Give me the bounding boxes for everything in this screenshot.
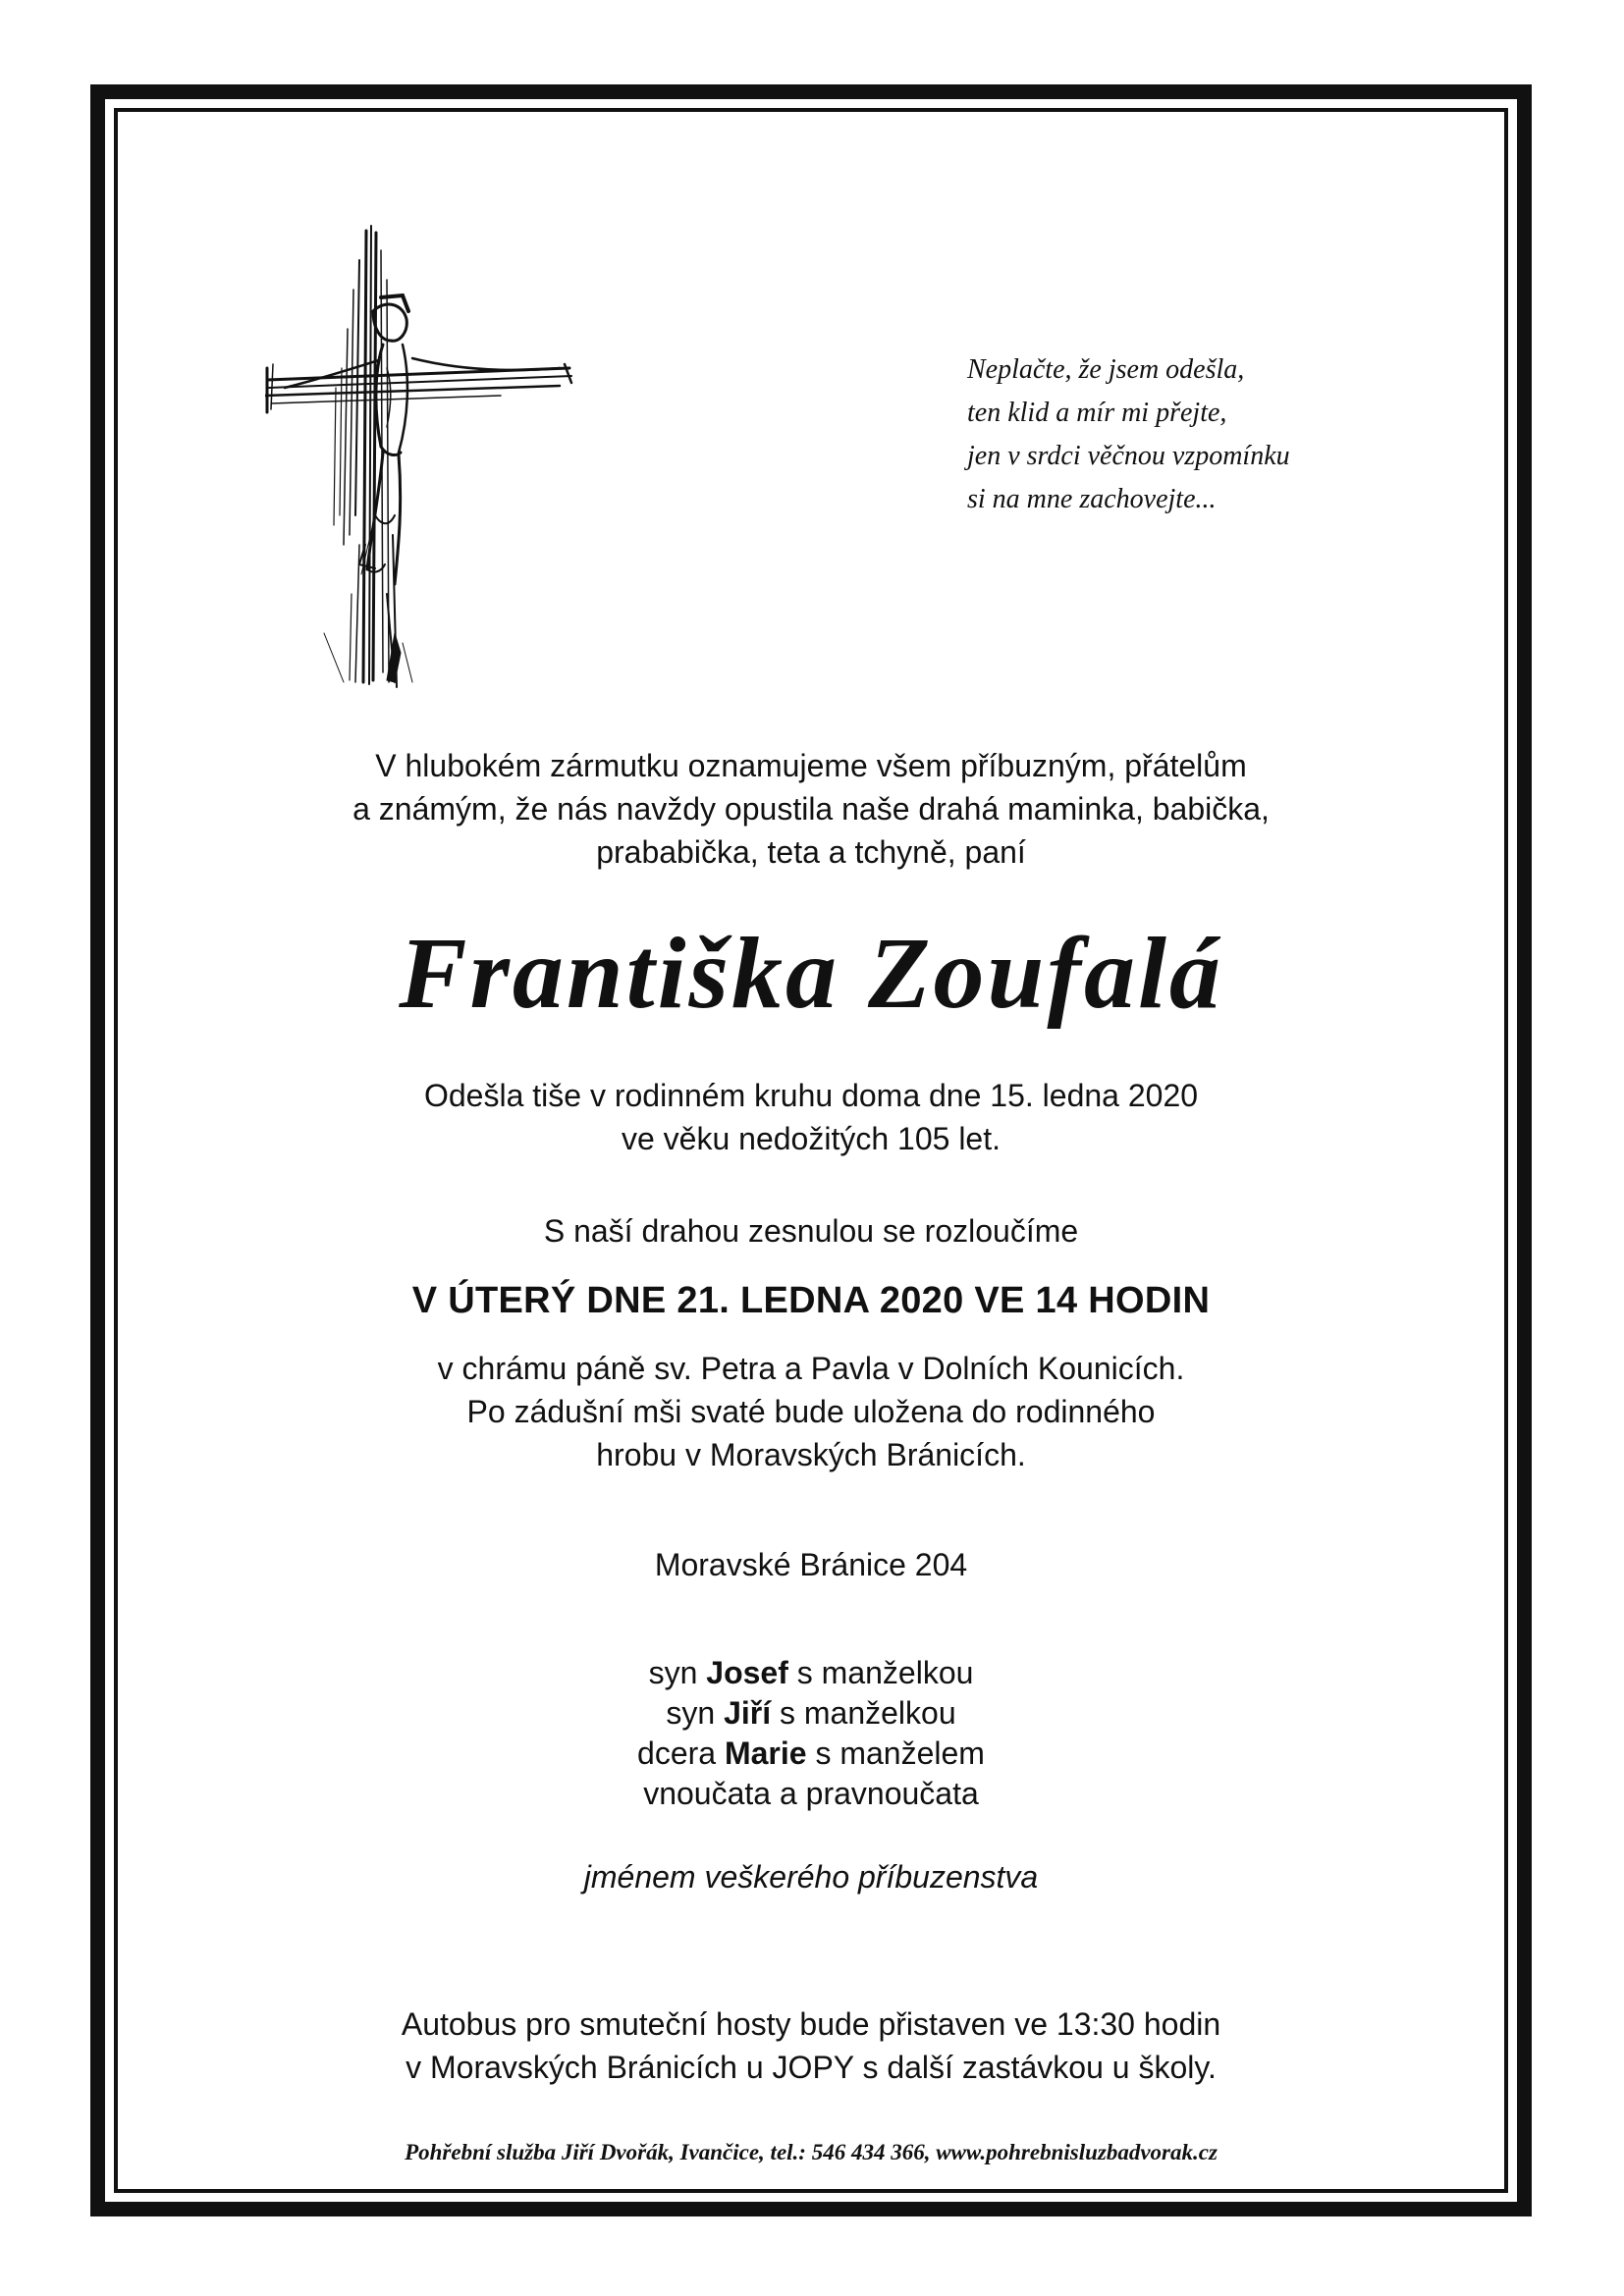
- address: Moravské Bránice 204: [654, 1547, 968, 1582]
- announcement-line: V hlubokém zármutku oznamujeme všem příbuzným, přátelům: [375, 748, 1247, 783]
- poem-line: Neplačte, že jsem odešla,: [967, 354, 1245, 385]
- ceremony-time: V ÚTERÝ DNE 21. LEDNA 2020 VE 14 HODIN: [411, 1280, 1211, 1321]
- poem-line: si na mne zachovejte...: [967, 484, 1217, 514]
- poem-line: jen v srdci věčnou vzpomínku: [967, 441, 1290, 471]
- ceremony-place-line: Po zádušní mši svaté bude uložena do rodinného: [466, 1394, 1156, 1429]
- ceremony-place-line: v chrámu páně sv. Petra a Pavla v Dolních Kounicích.: [437, 1351, 1185, 1386]
- mourner-line: syn Jiří s manželkou: [666, 1695, 956, 1731]
- mourner-line: dcera Marie s manželem: [637, 1735, 985, 1771]
- mourner-name: Josef: [706, 1655, 788, 1690]
- announcement-line: prababička, teta a tchyně, paní: [596, 834, 1026, 870]
- death-info-line: Odešla tiše v rodinném kruhu doma dne 15. ledna 2020: [423, 1078, 1199, 1113]
- death-info-line: ve věku nedožitých 105 let.: [621, 1121, 1001, 1156]
- on-behalf-line: jménem veškerého příbuzenstva: [583, 1859, 1039, 1895]
- bus-info-line: v Moravských Bránicích u JOPY s další zastávkou u školy.: [406, 2050, 1217, 2085]
- poem-line: ten klid a mír mi přejte,: [967, 398, 1227, 428]
- farewell-intro: S naší drahou zesnulou se rozloučíme: [543, 1213, 1079, 1249]
- death-info: [114, 1074, 1508, 1160]
- mourner-line: syn Josef s manželkou: [648, 1655, 974, 1690]
- ceremony-place: [114, 1347, 1508, 1476]
- mourners-extra: vnoučata a pravnoučata: [643, 1776, 979, 1811]
- announcement-paragraph: [114, 744, 1508, 874]
- crucifix-sketch-icon: [265, 221, 579, 692]
- announcement-line: a známým, že nás navždy opustila naše drahá maminka, babička,: [352, 791, 1270, 827]
- bus-info-line: Autobus pro smuteční hosty bude přistaven ve 13:30 hodin: [401, 2006, 1221, 2042]
- mourner-name: Jiří: [724, 1695, 772, 1731]
- mourner-name: Marie: [724, 1735, 807, 1771]
- poem-verse: [967, 348, 1380, 521]
- ceremony-place-line: hrobu v Moravských Bránicích.: [596, 1437, 1026, 1472]
- mourners-list: [114, 1653, 1508, 1814]
- deceased-name: Františka Zoufalá: [399, 917, 1223, 1030]
- bus-info: [114, 2002, 1508, 2089]
- funeral-service-footer: Pohřební služba Jiří Dvořák, Ivančice, tel.: 546 434 366, www.pohrebnisluzbadvorak.cz: [405, 2140, 1218, 2164]
